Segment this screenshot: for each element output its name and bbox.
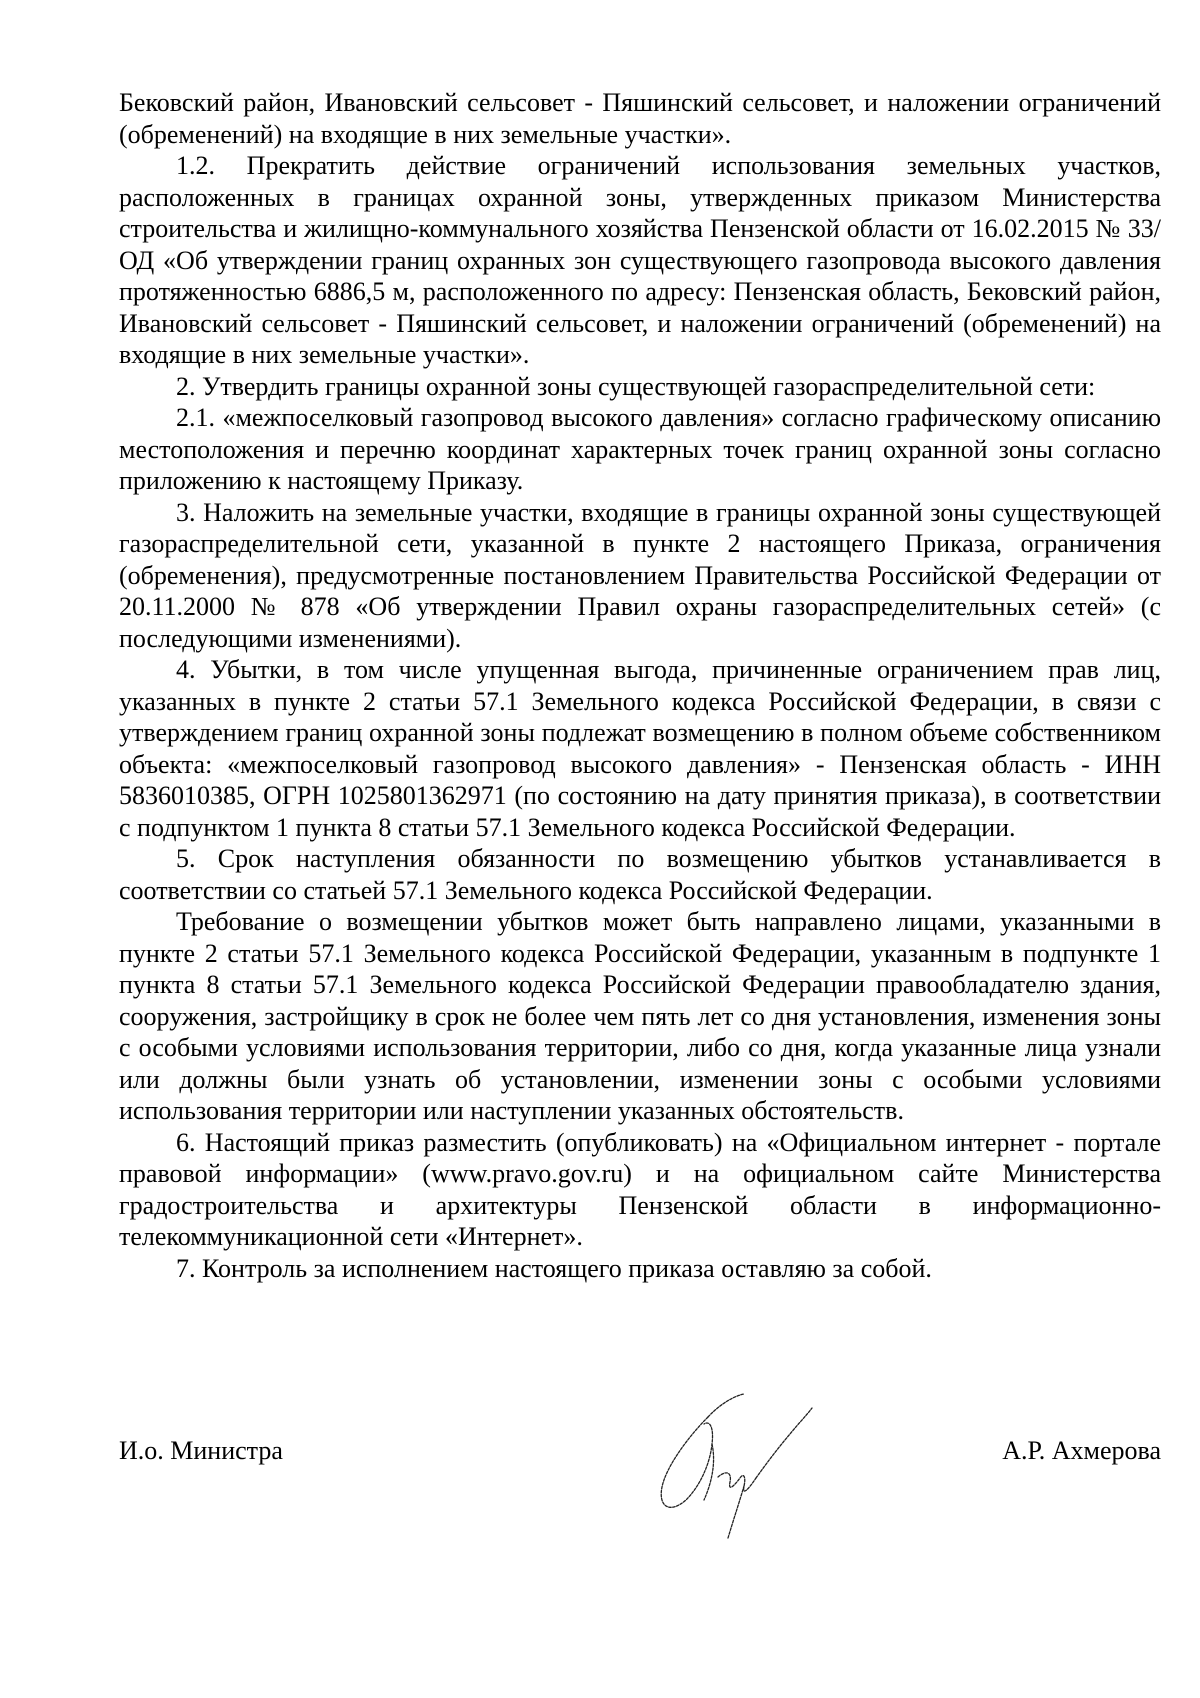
signer-name: А.Р. Ахмерова <box>1002 1436 1161 1465</box>
paragraph: Бековский район, Ивановский сельсовет - Пяшинский сельсовет, и наложении ограничений (обременений) на входящие в них земельные участки». <box>119 88 1161 149</box>
document-body <box>119 87 1161 1284</box>
paragraph: Требование о возмещении убытков может быть направлено лицами, указанными в пункте 2 статьи 57.1 Земельного кодекса Российской Федерации, указанным в подпункте 1 пункта 8 статьи 57.1 Земельного кодекса Российской Федерации правообладателю здания, сооружения, застройщику в срок не более чем пять лет со дня установления, изменения зоны с особыми условиями использования территории, либо со дня, когда указанные лица узнали или должны были узнать об установлении, изменении зоны с особыми условиями использования территории или наступлении указанных обстоятельств. <box>119 907 1161 1125</box>
handwritten-signature <box>648 1382 838 1542</box>
paragraph: 3. Наложить на земельные участки, входящие в границы охранной зоны существующей газораспределительной сети, указанной в пункте 2 настоящего Приказа, ограничения (обременения), предусмотренные постановлением Правительства Российской Федерации от 20.11.2000 № 878 «Об утверждении Правил охраны газораспределительных сетей» (с последующими изменениями). <box>119 497 1161 653</box>
paragraph: 5. Срок наступления обязанности по возмещению убытков устанавливается в соответствии со статьей 57.1 Земельного кодекса Российской Федерации. <box>119 844 1161 905</box>
paragraph: 4. Убытки, в том числе упущенная выгода, причиненные ограничением прав лиц, указанных в пункте 2 статьи 57.1 Земельного кодекса Российской Федерации, в связи с утверждением границ охранной зоны подлежат возмещению в полном объеме собственником объекта: «межпоселковый газопровод высокого давления» - Пензенская область - ИНН 5836010385, ОГРН 1025801362971 (по состоянию на дату принятия приказа), в соответствии с подпунктом 1 пункта 8 статьи 57.1 Земельного кодекса Российской Федерации. <box>119 655 1161 842</box>
paragraph: 2. Утвердить границы охранной зоны существующей газораспределительной сети: <box>176 371 1096 401</box>
paragraph: 7. Контроль за исполнением настоящего приказа оставляю за собой. <box>176 1253 932 1283</box>
signature-block <box>119 1435 1161 1475</box>
paragraph: 6. Настоящий приказ разместить (опубликовать) на «Официальном интернет - портале правовой информации» (www.pravo.gov.ru) и на официальном сайте Министерства градостроительства и архитектуры Пензенской области в информационно-телекоммуникационной сети «Интернет». <box>119 1127 1161 1251</box>
paragraph: 1.2. Прекратить действие ограничений использования земельных участков, расположенных в границах охранной зоны, утвержденных приказом Министерства строительства и жилищно-коммунального хозяйства Пензенской области от 16.02.2015 № 33/ОД «Об утверждении границ охранных зон существующего газопровода высокого давления протяженностью 6886,5 м, расположенного по адресу: Пензенская область, Бековский район, Ивановский сельсовет - Пяшинский сельсовет, и наложении ограничений (обременений) на входящие в них земельные участки». <box>119 151 1161 369</box>
position-title: И.о. Министра <box>119 1436 283 1465</box>
paragraph: 2.1. «межпоселковый газопровод высокого давления» согласно графическому описанию местоположения и перечню координат характерных точек границ охранной зоны согласно приложению к настоящему Приказу. <box>119 403 1161 495</box>
